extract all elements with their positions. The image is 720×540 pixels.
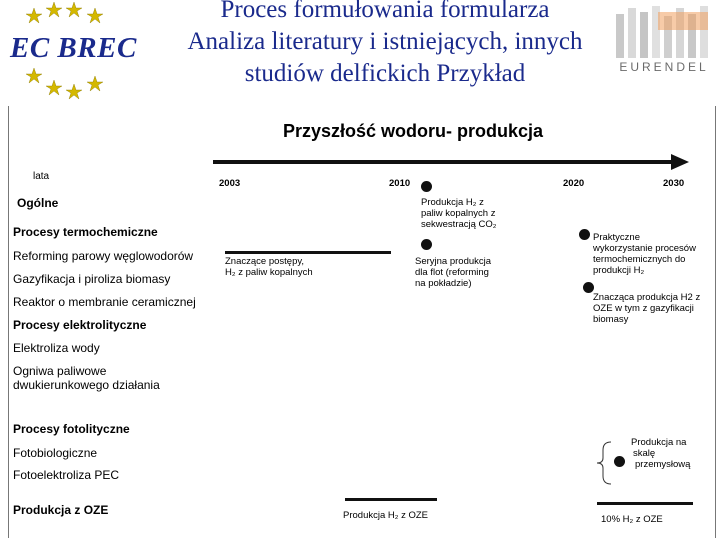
year-2030: 2030 (663, 178, 685, 189)
timeline-figure (8, 106, 716, 538)
row-label: Fotoelektroliza PEC (13, 468, 120, 482)
page-title (150, 0, 620, 90)
milestone-dot (421, 181, 432, 192)
slide-header (0, 0, 720, 106)
row-label: Produkcja z OZE (13, 503, 109, 517)
oze-pct-bar (597, 502, 693, 505)
row-label: Gazyfikacja i piroliza biomasy (13, 272, 171, 286)
milestone-dot (421, 239, 432, 250)
note-significant: Znacząca produkcja H2 z OZE w tym z gazyfikacji biomasy (593, 292, 701, 325)
title-line-1: Proces formułowania formularza (220, 0, 550, 23)
note-serial: Seryjna produkcja dla flot (reforming na pokładzie) (415, 256, 492, 289)
row-label: Fotobiologiczne (13, 446, 98, 460)
figure-heading: Przyszłość wodoru- produkcja (283, 121, 544, 141)
ecbrec-logo: EC BREC (10, 32, 137, 64)
row-label: Elektroliza wody (13, 341, 100, 355)
oze-bar (345, 498, 437, 501)
row-label: Procesy termochemiczne (13, 225, 158, 239)
note-progress: Znaczące postępy, H₂ z paliw kopalnych (225, 256, 313, 278)
note-practical: Praktyczne wykorzystanie procesów termochemicznych do produkcji H₂ (593, 232, 696, 276)
title-line-3: studiów delfickich Przykład (244, 60, 526, 87)
row-label: Procesy elektrolityczne (13, 318, 147, 332)
note-oze-bar: Produkcja H₂ z OZE (343, 510, 428, 521)
year-2010: 2010 (389, 178, 411, 189)
row-label: Procesy fotolityczne (13, 422, 130, 436)
title-line-2: Analiza literatury i istniejących, innych (187, 28, 583, 55)
note-industrial: Produkcja na skalę przemysłową (631, 437, 691, 470)
reforming-bar (225, 251, 391, 254)
row-label: Reaktor o membranie ceramicznej (13, 295, 196, 309)
brace-icon (593, 440, 615, 486)
row-label: dwukierunkowego działania (13, 378, 160, 392)
note-oze-pct: 10% H₂ z OZE (601, 514, 663, 525)
eurendel-logo-text: EURENDEL (619, 60, 709, 74)
row-label: Ogólne (17, 196, 59, 210)
row-label: Ogniwa paliwowe (13, 364, 107, 378)
year-2020: 2020 (563, 178, 585, 189)
row-label: Reforming parowy węglowodorów (13, 249, 194, 263)
year-2003: 2003 (219, 178, 241, 189)
milestone-dot (579, 229, 590, 240)
timeline-label: lata (33, 171, 50, 182)
timeline-arrow (213, 152, 693, 172)
milestone-dot (614, 456, 625, 467)
note-2010-ogolne: Produkcja H₂ z paliw kopalnych z sekwestracją CO₂ (421, 197, 497, 230)
